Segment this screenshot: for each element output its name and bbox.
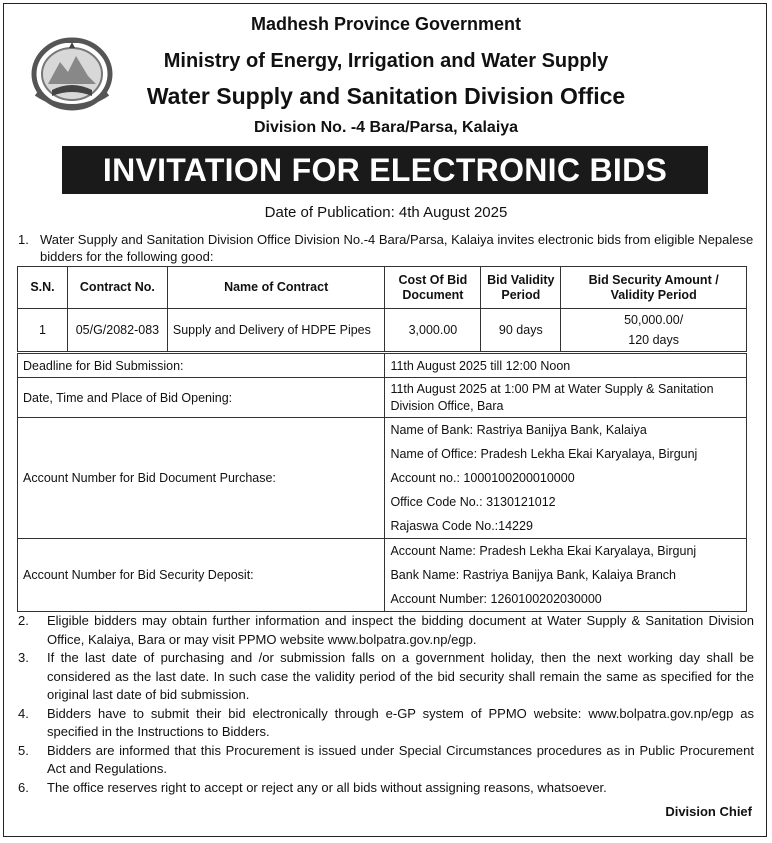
bid-info-table [17, 353, 747, 612]
note-text: If the last date of purchasing and /or submission falls on a government holiday, then the next working day shall be considered as the last date. In such case the validity period of the bid security shall remain the same as specified for the original last date of bid submission. [47, 650, 754, 702]
purchase-line: Rajaswa Code No.:14229 [390, 519, 533, 533]
purchase-line: Name of Office: Pradesh Lekha Ekai Karyalaya, Birgunj [390, 447, 698, 461]
purchase-line: Office Code No.: 3130121012 [390, 495, 556, 509]
security-account-label: Account Number for Bid Security Deposit: [18, 539, 385, 612]
cell-sn: 1 [18, 309, 68, 352]
table-row [18, 309, 747, 352]
publication-date: Date of Publication: 4th August 2025 [264, 204, 508, 221]
list-item [18, 742, 754, 779]
purchase-account-details [385, 418, 747, 539]
security-amount: 50,000.00/ [624, 313, 684, 327]
notice-title-banner: INVITATION FOR ELECTRONIC BIDS [62, 146, 708, 194]
header-security: Bid Security Amount / Validity Period [561, 267, 747, 309]
ministry-name: Ministry of Energy, Irrigation and Water Supply [163, 50, 609, 72]
bid-table-header-row [18, 267, 747, 309]
header-cost: Cost Of Bid Document [385, 267, 481, 309]
note-number: 2. [18, 613, 29, 628]
cell-contract-no: 05/G/2082-083 [67, 309, 167, 352]
table-row [18, 418, 747, 539]
note-text: The office reserves right to accept or reject any or all bids without assigning reasons, whatsoever. [47, 779, 607, 795]
security-line: Account Name: Pradesh Lekha Ekai Karyalaya, Birgunj [390, 544, 697, 558]
note-number: 5. [18, 742, 29, 758]
purchase-line: Name of Bank: Rastriya Banijya Bank, Kalaiya [390, 423, 647, 437]
cell-cost: 3,000.00 [385, 309, 481, 352]
division-name: Division No. -4 Bara/Parsa, Kalaiya [253, 119, 519, 136]
table-row [18, 378, 747, 418]
table-row [18, 539, 747, 612]
cell-security [561, 309, 747, 352]
security-line: Account Number: 1260100202030000 [390, 592, 602, 606]
purchase-account-label: Account Number for Bid Document Purchase: [18, 418, 385, 539]
opening-value: 11th August 2025 at 1:00 PM at Water Supply & Sanitation Division Office, Bara [385, 378, 747, 418]
note-text: Bidders have to submit their bid electronically through e-GP system of PPMO website: www.bolpatra.gov.np/egp as specified in the Instructions to Bidders. [47, 705, 754, 739]
intro-paragraph [18, 231, 758, 265]
note-text: Eligible bidders may obtain further information and inspect the bidding document at Water Supply & Sanitation Division Office, Kalaiya, Bara or may visit PPMO website www.bolpatra.gov.np/egp. [47, 613, 754, 647]
note-number: 6. [18, 779, 29, 795]
header-contract-no: Contract No. [67, 267, 167, 309]
deadline-value: 11th August 2025 till 12:00 Noon [385, 354, 747, 378]
office-name: Water Supply and Sanitation Division Office [146, 83, 626, 109]
list-item [18, 705, 754, 742]
list-item [18, 612, 754, 649]
security-line: Bank Name: Rastriya Banijya Bank, Kalaiya Branch [390, 568, 677, 582]
note-text: Bidders are informed that this Procurement is issued under Special Circumstances procedures as in Public Procurement Act and Regulations. [47, 742, 754, 776]
opening-label: Date, Time and Place of Bid Opening: [18, 378, 385, 418]
intro-number: 1. [18, 232, 29, 247]
intro-text: Water Supply and Sanitation Division Office Division No.-4 Bara/Parsa, Kalaiya invites electronic bids from eligible Nepalese bidders for the following good: [40, 232, 754, 264]
table-row [18, 354, 747, 378]
list-item [18, 649, 754, 705]
header-validity: Bid Validity Period [481, 267, 561, 309]
cell-validity: 90 days [481, 309, 561, 352]
deadline-label: Deadline for Bid Submission: [18, 354, 385, 378]
note-number: 3. [18, 650, 29, 665]
security-validity: 120 days [628, 333, 679, 347]
purchase-line: Account no.: 1000100200010000 [390, 471, 575, 485]
cell-contract-name: Supply and Delivery of HDPE Pipes [167, 309, 385, 352]
bid-table [17, 266, 747, 352]
notes-list [18, 612, 754, 797]
list-item [18, 779, 754, 798]
signature: Division Chief [665, 804, 752, 819]
government-name: Madhesh Province Government [250, 14, 522, 34]
header-contract-name: Name of Contract [167, 267, 385, 309]
security-account-details [385, 539, 747, 612]
header-sn: S.N. [18, 267, 68, 309]
note-number: 4. [18, 705, 29, 721]
